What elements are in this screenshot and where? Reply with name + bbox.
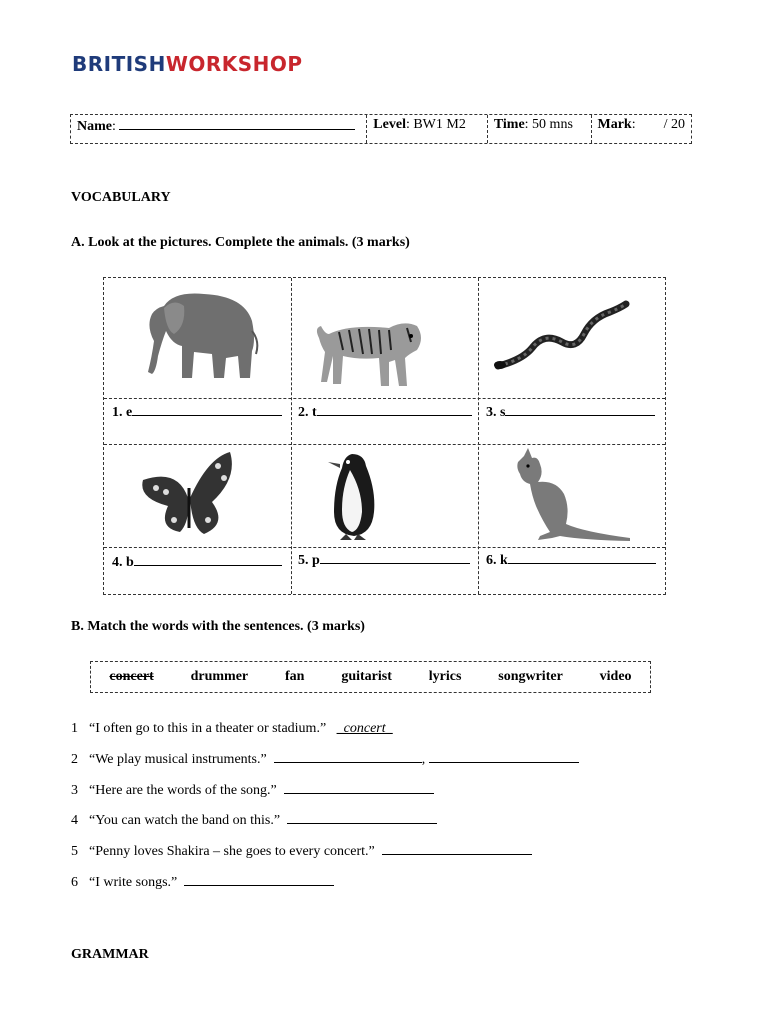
student-info-box <box>70 114 692 144</box>
answer-6-label: 6. k <box>486 553 508 568</box>
time-value: : 50 mns <box>524 117 573 132</box>
sentence-1 <box>71 721 393 737</box>
sentence-4 <box>71 812 437 829</box>
answer-5-label: 5. p <box>298 553 320 568</box>
answer-3-blank[interactable] <box>505 404 655 416</box>
answer-1-blank[interactable] <box>132 404 282 416</box>
sentence-2: 2 “We play musical instruments.” , <box>71 751 579 768</box>
word-video: video <box>599 669 632 684</box>
sentence-2-blank-b[interactable] <box>429 751 579 763</box>
word-songwriter: songwriter <box>498 669 563 684</box>
section-b-title: B. Match the words with the sentences. (3 marks) <box>71 619 365 634</box>
answer-6-blank[interactable] <box>508 552 656 564</box>
answer-4-label: 4. b <box>112 555 134 570</box>
mark-label: Mark <box>597 117 632 132</box>
british-workshop-logo <box>72 52 303 76</box>
sentence-4-text: “You can watch the band on this.” <box>89 813 281 828</box>
word-fan: fan <box>285 669 305 684</box>
animal-grid <box>103 277 666 595</box>
level-value: : BW1 M2 <box>405 117 466 132</box>
answer-5-blank[interactable] <box>320 552 470 564</box>
sentence-3-text: “Here are the words of the song.” <box>89 783 277 798</box>
sentence-5-text: “Penny loves Shakira – she goes to every concert.” <box>89 844 375 859</box>
level-label: Level <box>373 117 406 132</box>
penguin-icon <box>322 450 382 542</box>
answer-1-label: 1. e <box>112 405 133 420</box>
sentence-5-number: 5 <box>71 844 78 859</box>
grammar-heading: GRAMMAR <box>71 947 149 962</box>
kangaroo-icon <box>504 448 634 544</box>
word-guitarist: guitarist <box>341 669 392 684</box>
sentence-2-blank-a[interactable] <box>274 751 422 763</box>
word-lyrics: lyrics <box>428 669 462 684</box>
word-drummer: drummer <box>190 669 249 684</box>
mark-value: : / 20 <box>631 117 685 132</box>
sentence-6 <box>71 874 334 891</box>
answer-2[interactable] <box>298 404 472 421</box>
time-label: Time <box>493 117 525 132</box>
sentence-3 <box>71 782 434 799</box>
mark-cell <box>591 115 692 143</box>
tiger-icon <box>309 298 429 393</box>
sentence-1-text: “I often go to this in a theater or stadium.” <box>89 721 327 736</box>
answer-4[interactable] <box>112 554 282 571</box>
name-cell: Name: <box>71 115 366 143</box>
logo-part-workshop: WORKSHOP <box>165 52 303 76</box>
answer-3[interactable] <box>486 404 655 421</box>
answer-1[interactable] <box>112 404 282 421</box>
sentence-6-blank[interactable] <box>184 874 334 886</box>
sentence-3-blank[interactable] <box>284 782 434 794</box>
answer-3-label: 3. s <box>486 405 506 420</box>
butterfly-icon <box>138 448 238 540</box>
sentence-2-number: 2 <box>71 752 78 767</box>
sentence-5-blank[interactable] <box>382 843 532 855</box>
sentence-5 <box>71 843 532 860</box>
word-concert: concert <box>109 669 154 684</box>
sentence-6-number: 6 <box>71 875 78 890</box>
logo-part-british: BRITISH <box>72 52 166 76</box>
answer-5[interactable] <box>298 552 470 569</box>
sentence-1-answer: _concert_ <box>336 721 393 736</box>
sentence-4-blank[interactable] <box>287 812 437 824</box>
sentence-1-number: 1 <box>71 721 78 736</box>
word-bank <box>90 661 651 693</box>
name-field[interactable] <box>119 117 355 130</box>
sentence-3-number: 3 <box>71 783 78 798</box>
sentence-2-text: “We play musical instruments.” <box>89 752 267 767</box>
section-a-title: A. Look at the pictures. Complete the animals. (3 marks) <box>71 235 410 250</box>
time-cell <box>487 115 591 143</box>
snake-icon <box>492 298 632 378</box>
answer-2-blank[interactable] <box>317 404 472 416</box>
answer-2-label: 2. t <box>298 405 317 420</box>
answer-6[interactable] <box>486 552 656 569</box>
name-label: Name <box>77 119 112 134</box>
sentence-4-number: 4 <box>71 813 78 828</box>
sentence-6-text: “I write songs.” <box>89 875 178 890</box>
vocabulary-heading: VOCABULARY <box>71 190 171 205</box>
level-cell <box>366 115 487 143</box>
elephant-icon <box>134 286 264 386</box>
answer-4-blank[interactable] <box>134 554 282 566</box>
